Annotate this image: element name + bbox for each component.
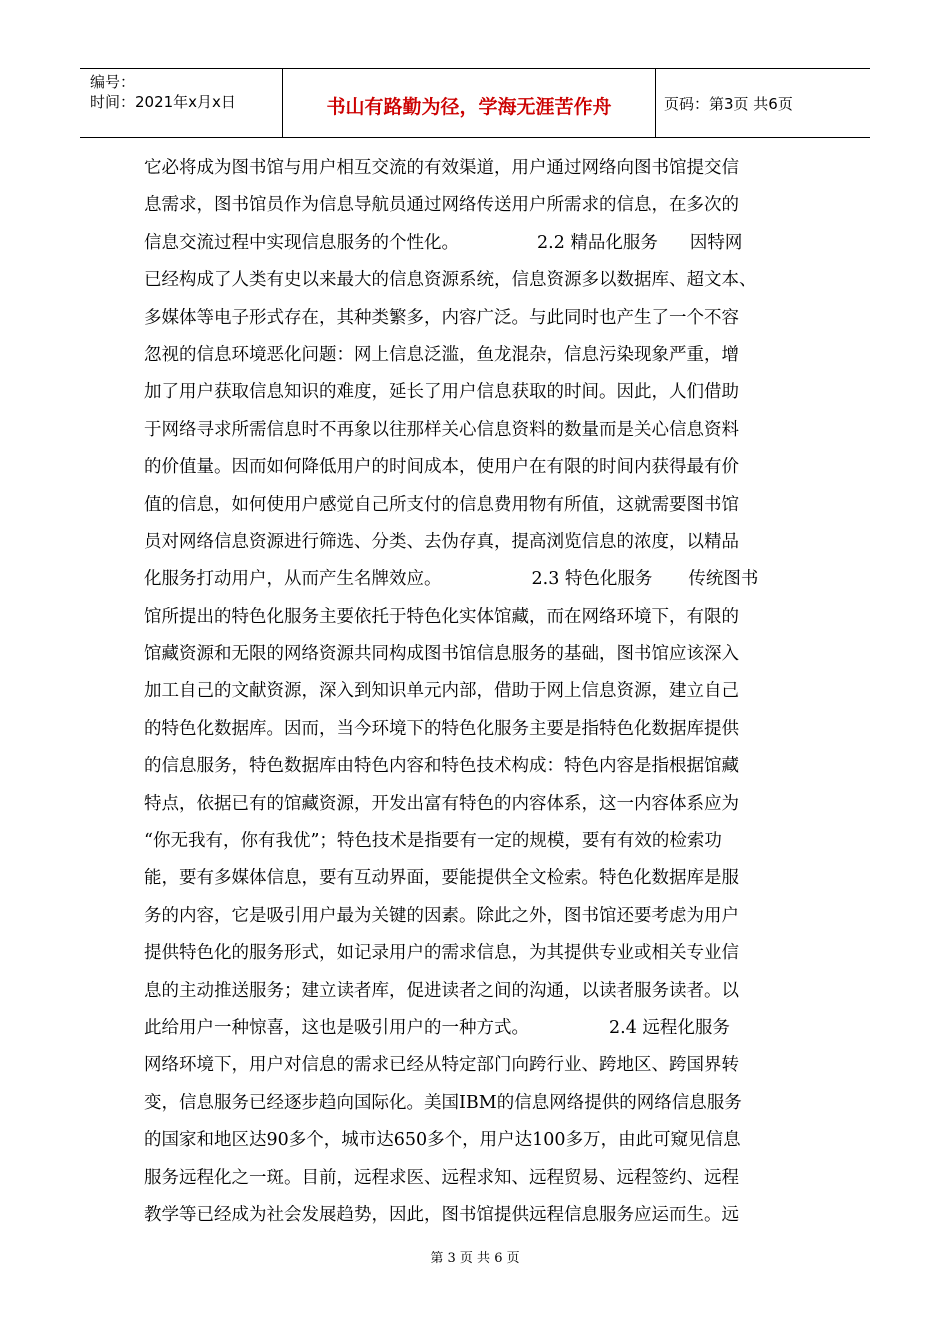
text-line: 它必将成为图书馆与用户相互交流的有效渠道，用户通过网络向图书馆提交信: [144, 158, 739, 178]
text-line: 加工自己的文献资源，深入到知识单元内部，借助于网上信息资源，建立自己: [144, 681, 739, 702]
text-line: “你无我有，你有我优”；特色技术是指要有一定的规模，要有有效的检索功: [144, 831, 722, 852]
text-line: 教学等已经成为社会发展趋势，因此，图书馆提供远程信息服务应运而生。远: [144, 1204, 739, 1225]
header-left-cell: [80, 69, 283, 137]
header-right-cell: [656, 69, 870, 137]
page-header: [80, 68, 870, 138]
text-line: 员对网络信息资源进行筛选、分类、去伪存真，提高浏览信息的浓度，以精品: [144, 531, 739, 552]
text-line: 忽视的信息环境恶化问题：网上信息泛滥，鱼龙混杂，信息污染现象严重，增: [144, 344, 739, 365]
page-footer: 第 3 页 共 6 页: [430, 1251, 520, 1266]
text-line: 变，信息服务已经逐步趋向国际化。美国IBM的信息网络提供的网络信息服务: [144, 1092, 742, 1113]
text-segment: 因特网: [689, 232, 743, 253]
text-line: [144, 1010, 814, 1047]
text-segment: 信息交流过程中实现信息服务的个性化。: [144, 232, 459, 253]
text-segment: 传统图书: [688, 569, 759, 590]
text-line: 能，要有多媒体信息，要有互动界面，要能提供全文检索。特色化数据库是服: [144, 868, 739, 889]
text-line: 服务远程化之一斑。目前，远程求医、远程求知、远程贸易、远程签约、远程: [144, 1167, 739, 1188]
text-line: 已经构成了人类有史以来最大的信息资源系统，信息资源多以数据库、超文本、: [144, 270, 757, 291]
text-line: 的信息服务，特色数据库由特色内容和特色技术构成：特色内容是指根据馆藏: [144, 756, 739, 777]
document-date: 时间：2021年x月x日: [90, 93, 236, 111]
text-line: 值的信息，如何使用户感觉自己所支付的信息费用物有所值，这就需要图书馆: [144, 494, 739, 515]
text-line: 馆藏资源和无限的网络资源共同构成图书馆信息服务的基础，图书馆应该深入: [144, 644, 739, 665]
text-line: 加了用户获取信息知识的难度，延长了用户信息获取的时间。因此，人们借助: [144, 382, 739, 403]
text-line: 的国家和地区达90多个，城市达650多个，用户达100多万，由此可窥见信息: [144, 1130, 741, 1151]
header-middle-cell: [283, 69, 656, 137]
text-line: 息的主动推送服务；建立读者库，促进读者之间的沟通，以读者服务读者。以: [144, 980, 739, 1001]
text-line: 网络环境下，用户对信息的需求已经从特定部门向跨行业、跨地区、跨国界转: [144, 1055, 739, 1076]
section-heading-2-3: 2.3 特色化服务: [531, 569, 653, 590]
text-segment: 此给用户一种惊喜，这也是吸引用户的一种方式。: [144, 1017, 529, 1038]
text-line: 特点，依据已有的馆藏资源，开发出富有特色的内容体系，这一内容体系应为: [144, 793, 739, 814]
text-line: 务的内容，它是吸引用户最为关键的因素。除此之外，图书馆还要考虑为用户: [144, 905, 739, 926]
text-line: 于网络寻求所需信息时不再象以往那样关心信息资料的数量而是关心信息资料: [144, 419, 739, 440]
header-motto: 书山有路勤为径，学海无涯苦作舟: [326, 96, 612, 118]
header-page-code: 页码：第3页 共6页: [664, 95, 793, 113]
text-line: [144, 561, 814, 598]
body-text: [144, 150, 814, 1234]
text-line: 的价值量。因而如何降低用户的时间成本，使用户在有限的时间内获得最有价: [144, 457, 739, 478]
text-segment: 化服务打动用户，从而产生名牌效应。: [144, 569, 442, 590]
section-heading-2-2: 2.2 精品化服务: [537, 232, 658, 253]
text-line: 息需求，图书馆员作为信息导航员通过网络传送用户所需求的信息，在多次的: [144, 195, 739, 216]
document-number-label: 编号：: [90, 73, 136, 91]
text-line: 馆所提出的特色化服务主要依托于特色化实体馆藏，而在网络环境下，有限的: [144, 606, 739, 627]
section-heading-2-4: 2.4 远程化服务: [609, 1017, 730, 1038]
text-line: 提供特色化的服务形式，如记录用户的需求信息，为其提供专业或相关专业信: [144, 943, 739, 964]
text-line: 多媒体等电子形式存在，其种类繁多，内容广泛。与此同时也产生了一个不容: [144, 307, 739, 328]
text-line: [144, 225, 814, 262]
text-line: 的特色化数据库。因而，当今环境下的特色化服务主要是指特色化数据库提供: [144, 718, 739, 739]
